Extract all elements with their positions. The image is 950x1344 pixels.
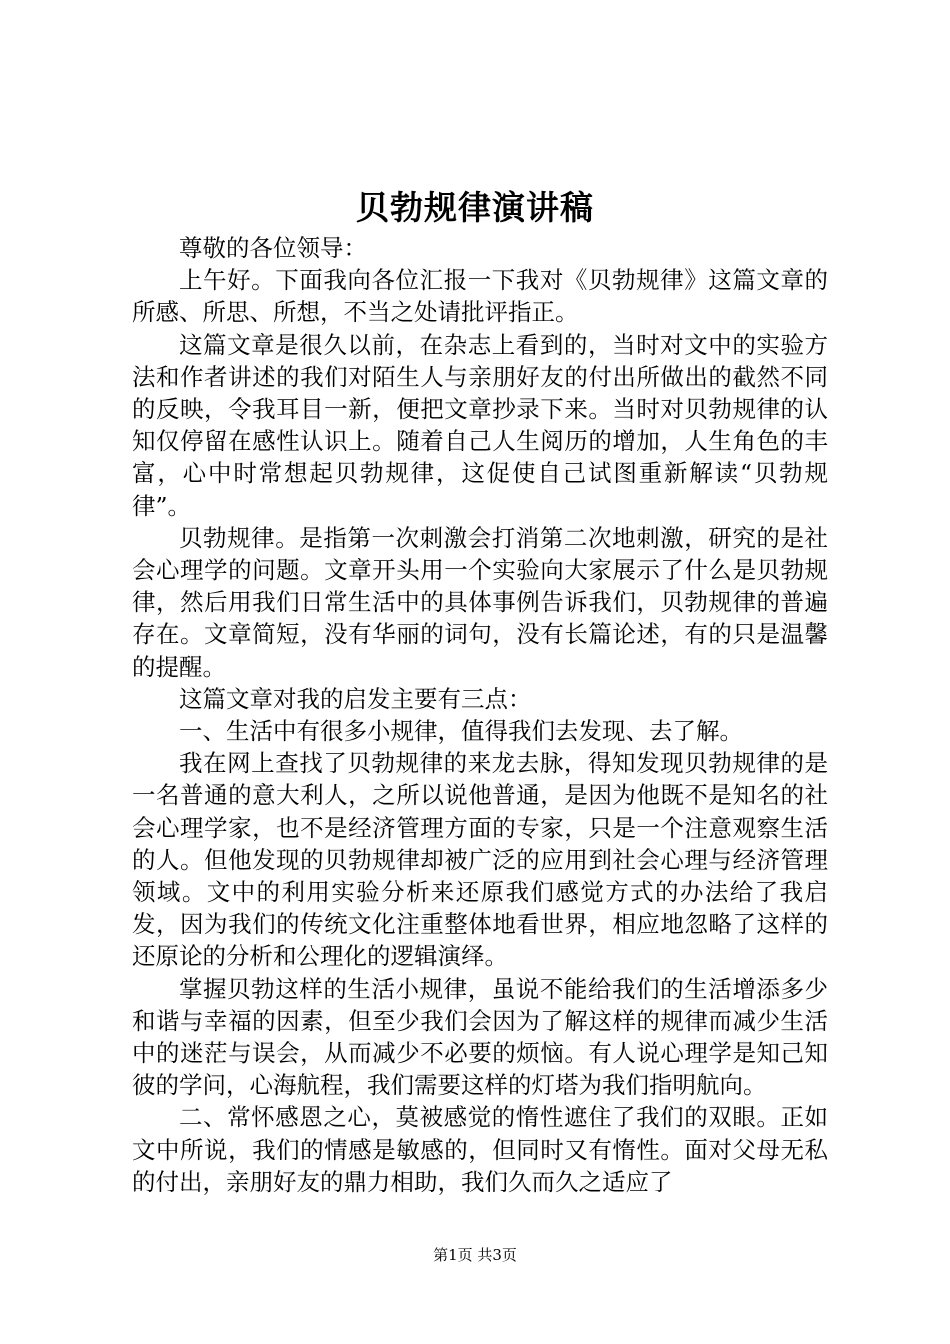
paragraph: 上午好。下面我向各位汇报一下我对《贝勃规律》这篇文章的所感、所思、所想，不当之处请批评指正。 xyxy=(132,266,828,327)
paragraph: 这篇文章对我的启发主要有三点： xyxy=(179,684,532,713)
paragraph: 我在网上查找了贝勃规律的来龙去脉，得知发现贝勃规律的是一名普通的意大利人，之所以说他普通，是因为他既不是知名的社会心理学家，也不是经济管理方面的专家，只是一个注意观察生活的人。但他发现的贝勃规律却被广泛的应用到社会心理与经济管理领域。文中的利用实验分析来还原我们感觉方式的办法给了我启发，因为我们的传统文化注重整体地看世界，相应地忽略了这样的还原论的分析和公理化的逻辑演绎。 xyxy=(132,749,828,971)
paragraph: 这篇文章是很久以前，在杂志上看到的，当时对文中的实验方法和作者讲述的我们对陌生人与亲朋好友的付出所做出的截然不同的反映，令我耳目一新，便把文章抄录下来。当时对贝勃规律的认知仅停留在感性认识上。随着自己人生阅历的增加，人生角色的丰富，心中时常想起贝勃规律，这促使自己试图重新解读“贝勃规律”。 xyxy=(132,330,828,520)
document-body xyxy=(132,232,828,1198)
document-title: 贝勃规律演讲稿 xyxy=(356,188,594,227)
paragraph: 二、常怀感恩之心，莫被感觉的惰性遮住了我们的双眼。正如文中所说，我们的情感是敏感的，但同时又有惰性。面对父母无私的付出，亲朋好友的鼎力相助，我们久而久之适应了 xyxy=(132,1103,828,1196)
page-number-footer: 第1页 共3页 xyxy=(433,1246,517,1264)
paragraph-salutation: 尊敬的各位领导： xyxy=(179,234,367,262)
paragraph-heading: 一、生活中有很多小规律，值得我们去发现、去了解。 xyxy=(179,717,743,746)
paragraph: 贝勃规律。是指第一次刺激会打消第二次地刺激，研究的是社会心理学的问题。文章开头用一个实验向大家展示了什么是贝勃规律，然后用我们日常生活中的具体事例告诉我们，贝勃规律的普遍存在。文章简短，没有华丽的词句，没有长篇论述，有的只是温馨的提醒。 xyxy=(132,523,828,681)
paragraph: 掌握贝勃这样的生活小规律，虽说不能给我们的生活增添多少和谐与幸福的因素，但至少我们会因为了解这样的规律而减少生活中的迷茫与误会，从而减少不必要的烦恼。有人说心理学是知己知彼的学问，心海航程，我们需要这样的灯塔为我们指明航向。 xyxy=(132,974,828,1100)
